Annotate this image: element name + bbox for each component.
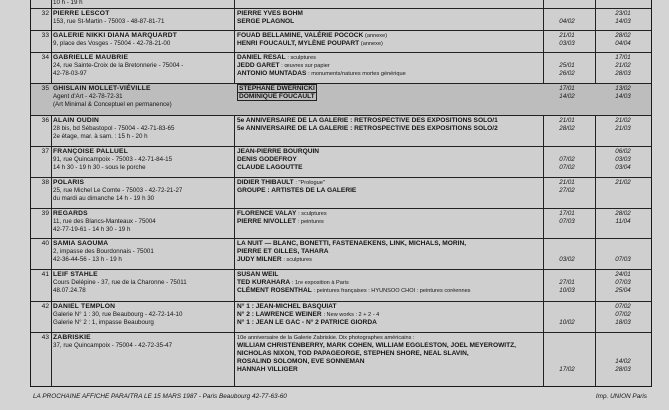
gallery-address-line: 42-78-03-97 xyxy=(53,70,87,78)
start-dates xyxy=(545,334,589,374)
exhibition-artist: PIERRE ET GILLES, TAHARA xyxy=(237,248,329,256)
end-date: 07/02 xyxy=(615,311,631,319)
start-dates xyxy=(545,303,589,327)
exhibition-line xyxy=(237,334,542,342)
gallery-info xyxy=(53,148,231,172)
top-fragment: 10 h - 19 h xyxy=(53,0,83,6)
exhibition-line xyxy=(237,40,542,48)
exhibition-artist: FLORENCE VALAY xyxy=(237,210,297,217)
table-row xyxy=(31,52,651,84)
exhibition-artist: GROUPE : ARTISTES DE LA GALERIE xyxy=(237,187,357,195)
exhibition-line xyxy=(237,350,542,358)
end-date: 21/03 xyxy=(615,125,631,133)
gallery-name: SAMIA SAOUMA xyxy=(53,240,109,247)
end-date xyxy=(599,187,647,195)
exhibition-line xyxy=(237,156,542,164)
listing-number: 38 xyxy=(41,179,49,186)
exhibitions-list xyxy=(237,32,542,48)
end-date: 25/04 xyxy=(615,287,631,295)
exhibition-note: : monuments/natures mortes générique xyxy=(308,71,406,78)
end-dates xyxy=(599,240,647,264)
gallery-name: PIERRE LESCOT xyxy=(53,10,110,17)
exhibition-line xyxy=(237,240,542,248)
exhibition-artist: CLÉMENT ROSENTHAL xyxy=(237,287,312,295)
start-date: 26/02 xyxy=(559,70,575,78)
gallery-address-line: 11, rue des Blancs-Manteaux - 75004 xyxy=(53,218,156,226)
end-date: 28/02 xyxy=(615,210,631,217)
listing-number: 32 xyxy=(41,10,49,17)
gallery-name: ZABRISKIE xyxy=(53,334,91,341)
exhibitions-list xyxy=(237,148,542,172)
start-dates xyxy=(545,210,589,226)
listing-number: 41 xyxy=(41,271,49,278)
exhibition-note: : peintures xyxy=(297,219,324,226)
end-dates xyxy=(599,271,647,295)
exhibition-artist: TED KURAHARA xyxy=(237,279,291,287)
start-date xyxy=(545,334,589,342)
start-date: 21/01 xyxy=(559,32,575,39)
end-dates xyxy=(599,179,647,195)
exhibition-artist: N° 1 : JEAN-MICHEL BASQUIAT xyxy=(237,303,337,310)
end-date xyxy=(599,240,647,248)
end-date: 21/02 xyxy=(615,62,631,70)
exhibition-artist: NICHOLAS NIXON, TOD PAPAGEORGE, STEPHEN SHORE, NEAL SLAVIN, xyxy=(237,350,469,358)
end-date: 11/04 xyxy=(615,218,631,226)
exhibition-note: (annexe) xyxy=(360,41,383,48)
start-date: 21/01 xyxy=(559,117,575,124)
exhibition-artist: CLAUDE LAGOUTTE xyxy=(237,164,303,172)
start-dates xyxy=(545,54,589,78)
start-date: 27/02 xyxy=(559,187,575,195)
end-date: 21/02 xyxy=(615,179,631,186)
end-date: 06/02 xyxy=(615,148,631,155)
exhibitions-list xyxy=(237,10,542,26)
end-dates xyxy=(599,32,647,48)
gallery-info xyxy=(53,240,231,264)
end-date: 21/02 xyxy=(615,117,631,124)
start-date: 17/02 xyxy=(559,366,575,374)
end-date: 03/04 xyxy=(615,164,631,172)
exhibition-line xyxy=(237,311,542,319)
footer xyxy=(33,393,647,403)
exhibition-line xyxy=(237,164,542,172)
exhibition-note: : New works : 2 + 2 - 4 xyxy=(323,312,380,319)
exhibition-artist: PIERRE YVES BOHM xyxy=(237,10,303,17)
exhibition-line xyxy=(237,279,542,287)
table-row xyxy=(31,177,651,209)
exhibitions-list xyxy=(237,179,542,195)
end-dates xyxy=(599,148,647,172)
exhibition-artist: DENIS GODEFROY xyxy=(237,156,297,164)
exhibition-artist: JEAN-PIERRE BOURQUIN xyxy=(237,148,320,155)
exhibition-line xyxy=(237,319,542,327)
printer-credit: Imp. UNION Paris xyxy=(595,393,647,400)
start-date xyxy=(545,54,589,62)
start-date xyxy=(545,350,589,358)
end-date xyxy=(599,350,647,358)
start-date xyxy=(545,10,589,18)
exhibition-line xyxy=(237,148,542,156)
exhibitions-list xyxy=(237,271,542,295)
exhibition-artist: PIERRE NIVOLLET xyxy=(237,218,296,226)
exhibition-note: : sculptures xyxy=(283,257,312,264)
start-date: 17/01 xyxy=(559,210,575,217)
exhibition-line xyxy=(237,303,542,311)
start-dates xyxy=(545,148,589,172)
start-dates xyxy=(545,179,589,195)
start-date xyxy=(545,240,589,248)
end-dates xyxy=(599,85,647,101)
end-date xyxy=(599,248,647,256)
gallery-name: POLARIS xyxy=(53,179,85,186)
start-date xyxy=(545,342,589,350)
table-row xyxy=(31,115,651,147)
start-date: 07/03 xyxy=(559,218,575,226)
end-date: 14/03 xyxy=(615,18,631,26)
start-date: 07/02 xyxy=(559,164,575,172)
listing-number: 35 xyxy=(41,85,49,92)
exhibition-artist: FOUAD BELLAMINE, VALÉRIE POCOCK xyxy=(237,32,364,39)
end-date: 13/02 xyxy=(615,85,631,92)
start-date: 04/02 xyxy=(559,18,575,26)
gallery-address-line: Galerie N° 1 : 30, rue Beaubourg - 42-72-14-10 xyxy=(53,311,183,319)
listing-number: 36 xyxy=(41,117,49,124)
gallery-info xyxy=(53,54,231,78)
exhibition-note: : œuvres sur papier xyxy=(281,63,330,70)
gallery-address-line: Agent d'Art - 42-78-72-31 xyxy=(53,93,123,101)
exhibition-artist: ANTONIO MUNTADAS xyxy=(237,70,307,78)
end-date: 07/03 xyxy=(615,279,631,287)
gallery-name: DANIEL TEMPLON xyxy=(53,303,116,310)
exhibition-artist: JUDY MILNER xyxy=(237,256,282,264)
listings-table xyxy=(30,0,652,387)
start-date: 07/02 xyxy=(559,156,575,164)
start-date xyxy=(545,311,589,319)
exhibition-line xyxy=(237,125,542,133)
gallery-address-line: 9, place des Vosges - 75004 - 42-78-21-00 xyxy=(53,40,171,48)
end-date: 14/03 xyxy=(615,93,631,101)
listing-number: 33 xyxy=(41,32,49,39)
gallery-address-line: 25, rue Michel Le Comte - 75003 - 42-72-21-27 xyxy=(53,187,183,195)
end-dates xyxy=(599,303,647,327)
gallery-address-line: 42-77-19-61 - 14 h 30 - 19 h xyxy=(53,226,131,234)
gallery-info xyxy=(53,271,231,295)
start-date xyxy=(545,248,589,256)
table-row xyxy=(31,269,651,302)
start-date: 10/02 xyxy=(559,319,575,327)
exhibition-artist: DIDIER THIBAULT xyxy=(237,179,294,186)
gallery-info xyxy=(53,334,231,350)
exhibition-note: : sculptures xyxy=(298,211,327,217)
start-date: 27/01 xyxy=(559,279,575,287)
table-row xyxy=(31,146,651,178)
gallery-info xyxy=(53,179,231,203)
exhibition-artist: JEDD GARET xyxy=(237,62,280,70)
exhibition-line xyxy=(237,32,542,40)
end-date: 04/04 xyxy=(615,40,631,48)
exhibition-line xyxy=(237,366,542,374)
gallery-info xyxy=(53,210,231,234)
exhibition-artist: N° 2 : LAWRENCE WEINER xyxy=(237,311,322,319)
gallery-info xyxy=(53,117,231,141)
exhibition-artist: WILLIAM CHRISTENBERRY, MARK COHEN, WILLIAM EGGLESTON, JOEL MEYEROWITZ, xyxy=(237,342,517,350)
end-dates xyxy=(599,10,647,26)
start-date: 28/02 xyxy=(559,125,575,133)
exhibition-artist: HANNAH VILLIGER xyxy=(237,366,298,374)
gallery-address-line: 153, rue St-Martin - 75003 - 48-87-81-71 xyxy=(53,18,165,26)
start-date: 14/02 xyxy=(559,93,575,101)
exhibition-note: : peintures françaises : HYUNSOO CHOI : peintures coréennes xyxy=(313,288,471,295)
end-date: 07/02 xyxy=(615,303,631,310)
exhibition-line xyxy=(237,93,542,101)
exhibition-artist: SUSAN WEIL xyxy=(237,271,279,278)
listing-number: 43 xyxy=(41,334,49,341)
listing-number: 39 xyxy=(41,210,49,217)
gallery-address-line: Cours Delépine - 37, rue de la Charonne - 75011 xyxy=(53,279,187,287)
end-dates xyxy=(599,210,647,226)
gallery-info xyxy=(53,85,231,109)
exhibitions-list xyxy=(237,303,542,327)
start-date: 03/02 xyxy=(559,256,575,264)
gallery-address-line: 28 bis, bd Sébastopol - 75004 - 42-71-83-65 xyxy=(53,125,175,133)
start-date: 25/01 xyxy=(559,62,575,70)
exhibition-line xyxy=(237,10,542,18)
gallery-address-line: 2e étage, mar. à sam. : 15 h - 20 h xyxy=(53,133,148,141)
gallery-address-line: 37, rue Quincampoix - 75004 - 42-72-35-47 xyxy=(53,342,173,350)
gallery-address-line: 91, rue Quincampoix - 75003 - 42-71-84-15 xyxy=(53,156,173,164)
start-date xyxy=(545,148,589,156)
exhibition-line xyxy=(237,287,542,295)
gallery-address-line: 24, rue Sainte-Croix de la Bretonnerie - 75004 - xyxy=(53,62,184,70)
end-date: 28/03 xyxy=(615,70,631,78)
end-date: 28/02 xyxy=(615,32,631,39)
listing-number: 34 xyxy=(41,54,49,61)
exhibition-artist: ROSALIND SOLOMON, EVE SONNEMAN xyxy=(237,358,365,366)
gallery-name: FRANÇOISE PALLUEL xyxy=(53,148,128,155)
end-date xyxy=(599,334,647,342)
exhibition-artist: DANIEL RESAL xyxy=(237,54,286,61)
gallery-info xyxy=(53,32,231,48)
gallery-name: ALAIN OUDIN xyxy=(53,117,100,124)
start-date: 03/03 xyxy=(559,40,575,48)
gallery-address-line: 2, impasse des Bourdonnais - 75001 xyxy=(53,248,154,256)
exhibition-line xyxy=(237,187,542,195)
exhibition-line xyxy=(237,179,542,187)
end-date: 23/01 xyxy=(615,10,631,17)
gallery-address-line: du mardi au dimanche 14 h - 19 h 30 xyxy=(53,195,155,203)
end-dates xyxy=(599,117,647,133)
gallery-name: GALERIE NIKKI DIANA MARQUARDT xyxy=(53,32,178,39)
table-row xyxy=(31,83,651,116)
exhibition-artist: N° 1 : JEAN LE GAC - N° 2 PATRICE GIORDA xyxy=(237,319,377,327)
exhibition-line xyxy=(237,18,542,26)
exhibition-line xyxy=(237,248,542,256)
listing-number: 40 xyxy=(41,240,49,247)
exhibitions-list xyxy=(237,117,542,133)
start-date: 21/01 xyxy=(559,179,575,186)
gallery-name: REGARDS xyxy=(53,210,88,217)
exhibition-line xyxy=(237,256,542,264)
gallery-name: GHISLAIN MOLLET-VIÉVILLE xyxy=(53,85,151,92)
exhibition-artist: SERGE PLAGNOL xyxy=(237,18,295,26)
end-date: 07/03 xyxy=(615,256,631,264)
table-row xyxy=(31,238,651,270)
end-date: 17/01 xyxy=(615,54,631,61)
table-row xyxy=(31,8,651,31)
exhibition-artist: STEPHANE DWERNICKI xyxy=(239,85,315,92)
exhibition-note: 10e anniversaire de la Galerie Zabriskie. Dix photographes américains : xyxy=(237,335,415,341)
gallery-address-line: 14 h 30 - 19 h 30 - sous le porche xyxy=(53,164,146,172)
gallery-address-line: Galerie N° 2 : 1, impasse Beaubourg xyxy=(53,319,154,327)
end-date: 24/01 xyxy=(615,271,631,278)
exhibition-note: (annexe) xyxy=(365,33,388,39)
gallery-name: GABRIELLE MAUBRIE xyxy=(53,54,129,61)
exhibition-artist: LA NUIT — BLANC, BONETTI, FASTENAEKENS, LINK, MICHALS, MORIN, xyxy=(237,240,467,247)
exhibition-line xyxy=(237,218,542,226)
exhibition-note: : "Prologue" xyxy=(295,180,325,186)
end-date xyxy=(599,342,647,350)
exhibition-artist: 5e ANNIVERSAIRE DE LA GALERIE : RETROSPECTIVE DES EXPOSITIONS SOLO/2 xyxy=(237,125,498,133)
start-dates xyxy=(545,117,589,133)
gallery-address-line: 48.07.24.78 xyxy=(53,287,86,295)
exhibitions-list xyxy=(237,240,542,264)
table-row xyxy=(31,30,651,53)
table-row xyxy=(31,301,651,333)
exhibition-line xyxy=(237,117,542,125)
exhibition-line xyxy=(237,62,542,70)
end-dates xyxy=(599,334,647,374)
end-date: 28/03 xyxy=(615,366,631,374)
gallery-address-line: (Art Minimal & Conceptuel en permanence) xyxy=(53,101,172,109)
exhibition-artist: HENRI FOUCAULT, MYLÈNE POUPART xyxy=(237,40,360,48)
end-dates xyxy=(599,54,647,78)
end-date: 14/02 xyxy=(615,358,631,366)
exhibitions-list xyxy=(237,210,542,226)
start-date: 17/01 xyxy=(559,85,575,92)
start-dates xyxy=(545,85,589,101)
start-dates xyxy=(545,10,589,26)
listing-number: 37 xyxy=(41,148,49,155)
gallery-name: LEIF STAHLE xyxy=(53,271,98,278)
start-date xyxy=(545,271,589,279)
exhibition-line xyxy=(237,271,542,279)
table-row xyxy=(31,208,651,239)
table-row xyxy=(31,332,651,387)
exhibition-line xyxy=(237,358,542,366)
gallery-info xyxy=(53,303,231,327)
end-date: 03/03 xyxy=(615,156,631,164)
exhibition-line xyxy=(237,54,542,62)
exhibitions-list xyxy=(237,85,542,101)
exhibition-note: : 1re exposition à Paris xyxy=(291,280,349,287)
exhibition-note: : sculptures xyxy=(287,55,316,61)
footer-text: LA PROCHAINE AFFICHE PARAITRA LE 15 MARS 1987 - Paris Beaubourg 42-77-63-60 xyxy=(33,393,287,400)
exhibition-line xyxy=(237,70,542,78)
end-date: 18/03 xyxy=(615,319,631,327)
gallery-address-line: 42-36-44-56 - 13 h - 19 h xyxy=(53,256,122,264)
start-dates xyxy=(545,271,589,295)
start-dates xyxy=(545,32,589,48)
exhibition-line xyxy=(237,210,542,218)
start-dates xyxy=(545,240,589,264)
start-date xyxy=(545,303,589,311)
start-date: 10/03 xyxy=(559,287,575,295)
gallery-info xyxy=(53,10,231,26)
start-date xyxy=(545,358,589,366)
exhibition-artist: 5e ANNIVERSAIRE DE LA GALERIE : RETROSPECTIVE DES EXPOSITIONS SOLO/1 xyxy=(237,117,498,124)
exhibition-line xyxy=(237,342,542,350)
exhibition-artist: DOMINIQUE FOUCAULT xyxy=(239,93,315,101)
exhibitions-list xyxy=(237,334,542,374)
exhibitions-list xyxy=(237,54,542,78)
listing-number: 42 xyxy=(41,303,49,310)
